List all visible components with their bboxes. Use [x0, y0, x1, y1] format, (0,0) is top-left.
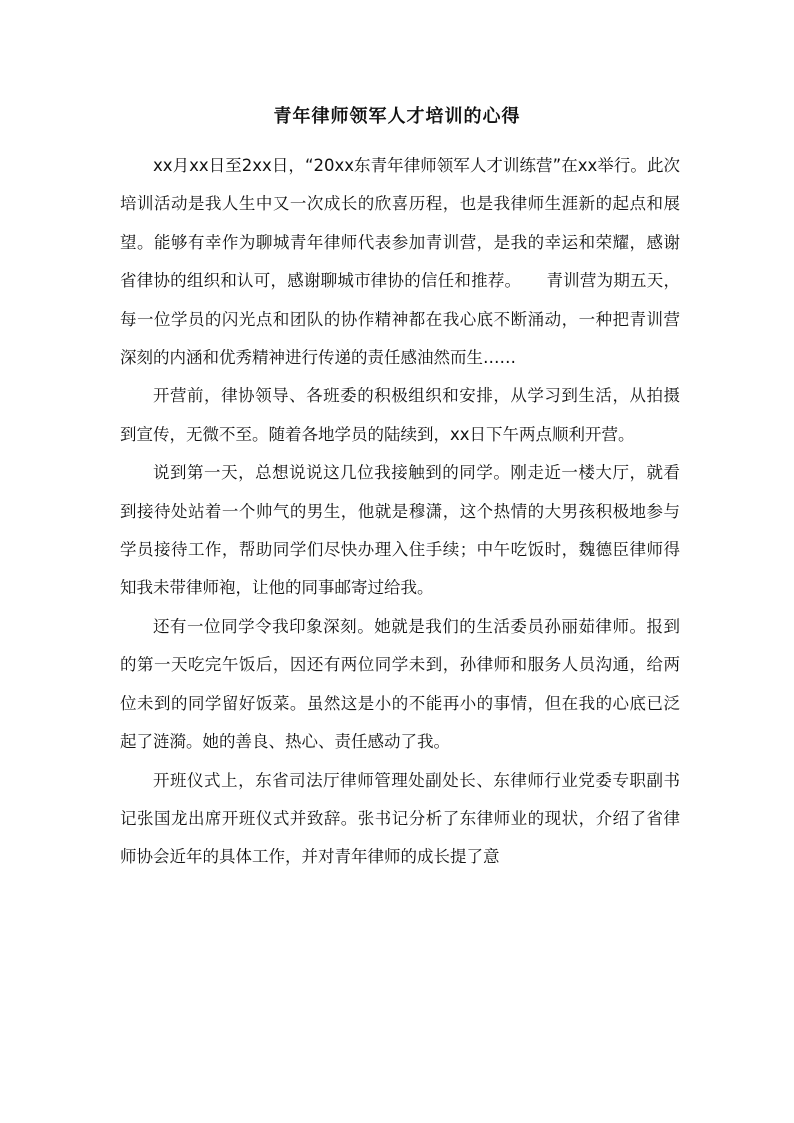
paragraph-4: 还有一位同学令我印象深刻。她就是我们的生活委员孙丽茹律师。报到的第一天吃完午饭后，因还有两位同学未到，孙律师和服务人员沟通，给两位未到的同学留好饭菜。虽然这是小的不能再小的事情，但在我的心底已泛起了涟漪。她的善良、热心、责任感动了我。: [120, 616, 680, 752]
document-body: [120, 147, 680, 877]
paragraph-3: 说到第一天，总想说说这几位我接触到的同学。刚走近一楼大厅，就看到接待处站着一个帅气的男生，他就是穆潇，这个热情的大男孩积极地参与学员接待工作，帮助同学们尽快办理入住手续；中午吃饭时，魏德臣律师得知我未带律师袍，让他的同事邮寄过给我。: [120, 463, 680, 598]
paragraph-5: 开班仪式上，东省司法厅律师管理处副处长、东律师行业党委专职副书记张国龙出席开班仪式并致辞。张书记分析了东律师业的现状，介绍了省律师协会近年的具体工作，并对青年律师的成长提了意: [120, 770, 680, 867]
paragraph-1: xx月xx日至2xx日，“20xx东青年律师领军人才训练营”在xx举行。此次培训活动是我人生中又一次成长的欣喜历程，也是我律师生涯新的起点和展望。能够有幸作为聊城青年律师代表参加青训营，是我的幸运和荣耀，感谢省律协的组织和认可，感谢聊城市律协的信任和推荐。 青训营为期五天，每一位学员的闪光点和团队的协作精神都在我心底不断涌动，一种把青训营深刻的内涵和优秀精神进行传递的责任感油然而生……: [120, 156, 680, 368]
paragraph-2: 开营前，律协领导、各班委的积极组织和安排，从学习到生活，从拍摄到宣传，无微不至。随着各地学员的陆续到，xx日下午两点顺利开营。: [120, 386, 680, 444]
document-title: 青年律师领军人才培训的心得: [273, 106, 521, 127]
